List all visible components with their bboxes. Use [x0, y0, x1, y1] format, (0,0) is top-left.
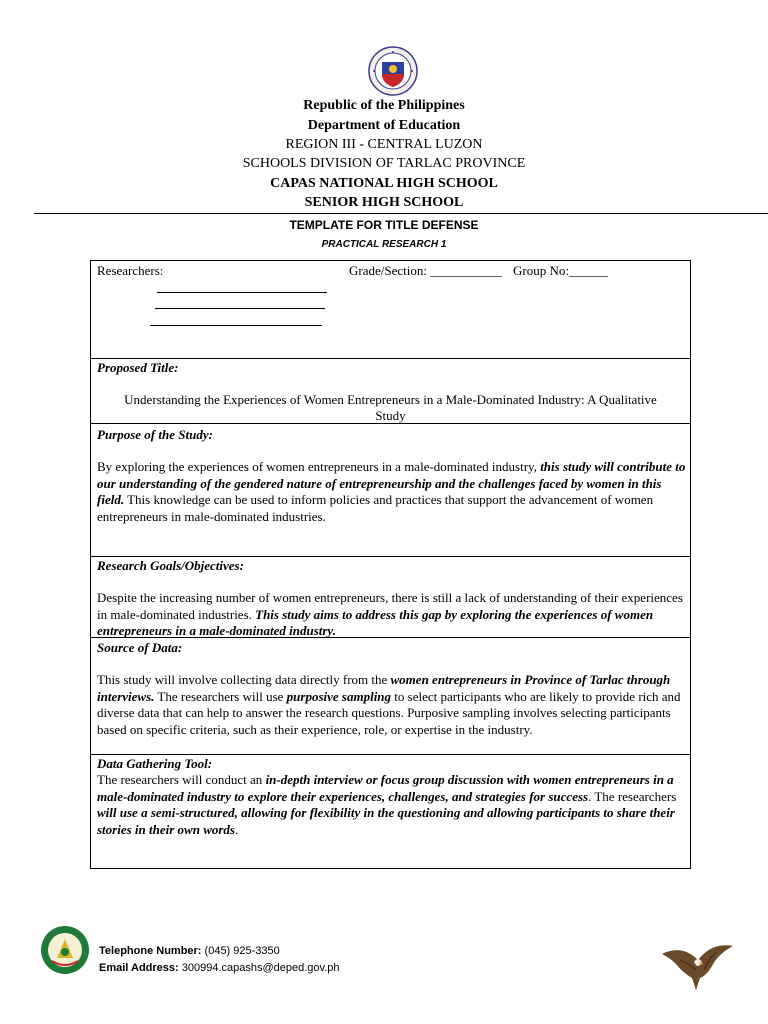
header-department: Department of Education [307, 118, 461, 133]
source-text-emphasis: women entrepreneurs in Province of Tarlac through interviews. [97, 672, 671, 704]
header-republic: Republic of the Philippines [303, 98, 465, 113]
title-defense-form [90, 260, 691, 869]
school-logo-icon [40, 925, 90, 975]
goals-text-emphasis: This study aims to address this gap by exploring the experiences of women entrepreneurs in a male-dominated industry. [97, 606, 654, 638]
source-text-emphasis: purposive sampling [286, 688, 392, 704]
source-text-part: The researchers will use [154, 688, 287, 704]
footer-phone [99, 945, 280, 957]
source-text-part: This study will involve collecting data directly from the [97, 672, 391, 687]
researcher-blank-3[interactable] [150, 325, 322, 326]
purpose-label: Purpose of the Study: [97, 427, 213, 442]
tool-text-part: . [235, 821, 239, 837]
deped-seal-icon [368, 46, 418, 96]
proposed-title-label: Proposed Title: [97, 360, 179, 375]
source-text [97, 672, 687, 738]
email-label: Email Address: [99, 962, 179, 974]
researcher-blank-2[interactable] [155, 308, 325, 309]
purpose-text-part: This knowledge can be used to inform policies and practices that support the advancement of women entrepreneurs in male-dominated industries. [97, 492, 654, 524]
phone-value: (045) 925-3350 [201, 945, 280, 957]
phone-label: Telephone Number: [99, 945, 202, 957]
tool-text-emphasis: will use a semi-structured, allowing for flexibility in the questioning and allowing participants to share their stories in their own words [97, 805, 675, 837]
tool-section [91, 755, 690, 868]
group-number-label[interactable]: Group No:______ [513, 263, 608, 278]
document-title: TEMPLATE FOR TITLE DEFENSE [289, 218, 479, 232]
goals-text-part: Despite the increasing number of women entrepreneurs, there is still a lack of understanding of their experiences in male-dominated industries. [97, 590, 683, 622]
tool-text-emphasis: in-depth interview or focus group discussion with women entrepreneurs in a male-dominated industry to explore their experiences, challenges, and strategies for success [97, 772, 674, 804]
grade-section-label[interactable]: Grade/Section: ___________ [349, 263, 502, 278]
header-division: SCHOOLS DIVISION OF TARLAC PROVINCE [242, 156, 526, 171]
proposed-title-section [91, 359, 690, 424]
source-section [91, 638, 690, 755]
eagle-icon [660, 940, 735, 995]
tool-text-part: The researchers will conduct an [97, 772, 266, 787]
researcher-blank-1[interactable] [157, 292, 327, 293]
purpose-text-emphasis: this study will contribute to our understanding of the gendered nature of entrepreneurship and the challenges faced by women in this field. [97, 459, 686, 507]
purpose-section [91, 424, 690, 557]
tool-text [97, 772, 687, 838]
source-text-part: to select participants who are likely to provide rich and diverse data that can help to answer the research questions. Purposive sampling involves selecting participants based on specific criteria, such as their experience, role, or expertise in the industry. [97, 688, 681, 737]
header-school: CAPAS NATIONAL HIGH SCHOOL [270, 176, 498, 191]
goals-label: Research Goals/Objectives: [97, 558, 244, 573]
researchers-label: Researchers: [97, 263, 164, 278]
purpose-text [97, 459, 687, 525]
goals-text [97, 590, 687, 640]
footer-email [99, 962, 340, 974]
proposed-title-line-2: Study [375, 408, 406, 423]
header-region: REGION III - CENTRAL LUZON [285, 137, 483, 152]
header-shs: SENIOR HIGH SCHOOL [304, 195, 464, 210]
purpose-text-part: By exploring the experiences of women entrepreneurs in a male-dominated industry, [97, 459, 541, 474]
tool-text-part: . The researchers [588, 788, 677, 804]
document-subtitle: PRACTICAL RESEARCH 1 [321, 239, 447, 250]
proposed-title-text [91, 392, 690, 424]
researchers-section [91, 261, 690, 359]
source-label: Source of Data: [97, 640, 183, 655]
email-value[interactable]: 300994.capashs@deped.gov.ph [178, 962, 340, 974]
proposed-title-line-1: Understanding the Experiences of Women Entrepreneurs in a Male-Dominated Industry: A Qualitative [124, 392, 657, 407]
tool-label: Data Gathering Tool: [97, 756, 213, 771]
goals-section [91, 557, 690, 638]
header-divider [34, 213, 768, 214]
